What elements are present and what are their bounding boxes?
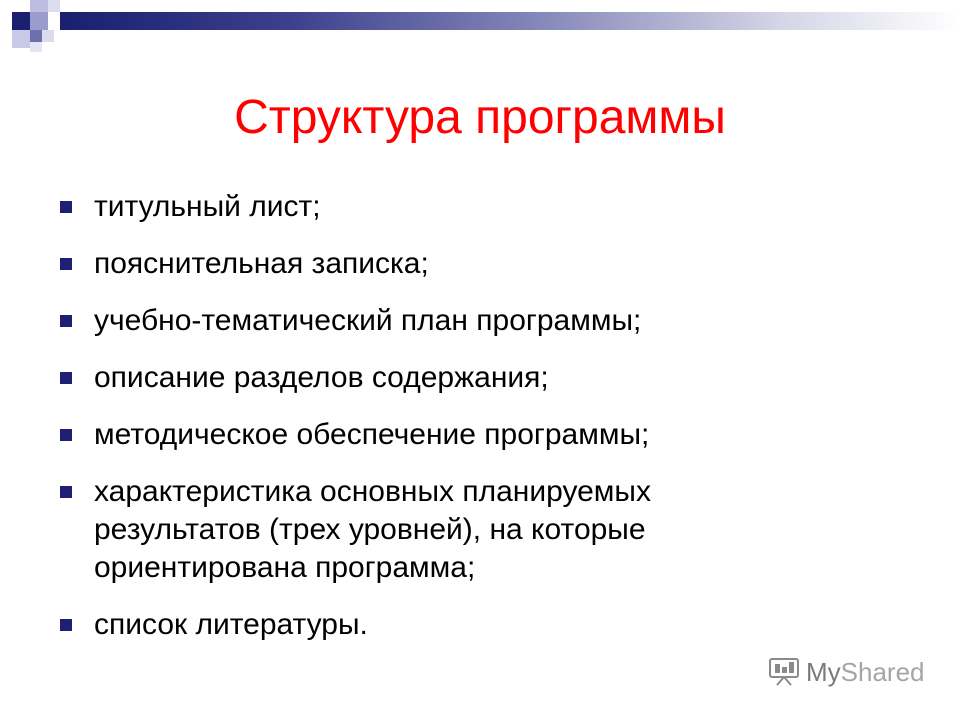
slide-title: Структура программы xyxy=(234,91,726,144)
decor-square xyxy=(30,12,48,30)
list-item-text: пояснительная записка; xyxy=(94,247,429,280)
bullet-list xyxy=(60,188,820,663)
list-item-text: описание разделов содержания; xyxy=(94,361,549,394)
list-item xyxy=(60,416,820,454)
list-item xyxy=(60,606,820,644)
bullet-icon xyxy=(60,619,72,631)
list-item xyxy=(60,188,820,226)
list-item xyxy=(60,359,820,397)
list-item-text: список литературы. xyxy=(94,608,368,641)
myshared-watermark xyxy=(768,656,928,688)
list-item-text: методическое обеспечение программы; xyxy=(94,418,650,451)
list-item xyxy=(60,473,820,587)
list-item-text: характеристика основных планируемых результатов (трех уровней), на которые ориентирована программа; xyxy=(94,475,651,584)
bullet-icon xyxy=(60,372,72,384)
list-item-text: титульный лист; xyxy=(94,190,321,223)
bullet-icon xyxy=(60,315,72,327)
presentation-icon xyxy=(768,658,800,686)
decor-square xyxy=(42,30,54,42)
decor-square xyxy=(12,30,30,48)
bullet-icon xyxy=(60,486,72,498)
decor-square xyxy=(48,0,60,12)
decor-square xyxy=(30,30,42,42)
list-item xyxy=(60,302,820,340)
bullet-icon xyxy=(60,201,72,213)
decor-square xyxy=(30,0,48,12)
decor-square xyxy=(30,42,42,52)
bullet-icon xyxy=(60,258,72,270)
list-item-text: учебно-тематический план программы; xyxy=(94,304,642,337)
list-item xyxy=(60,245,820,283)
slide-decoration xyxy=(0,0,960,60)
header-bar xyxy=(60,12,960,30)
decor-square xyxy=(12,12,30,30)
watermark-text: MyShared xyxy=(806,657,925,687)
bullet-icon xyxy=(60,429,72,441)
